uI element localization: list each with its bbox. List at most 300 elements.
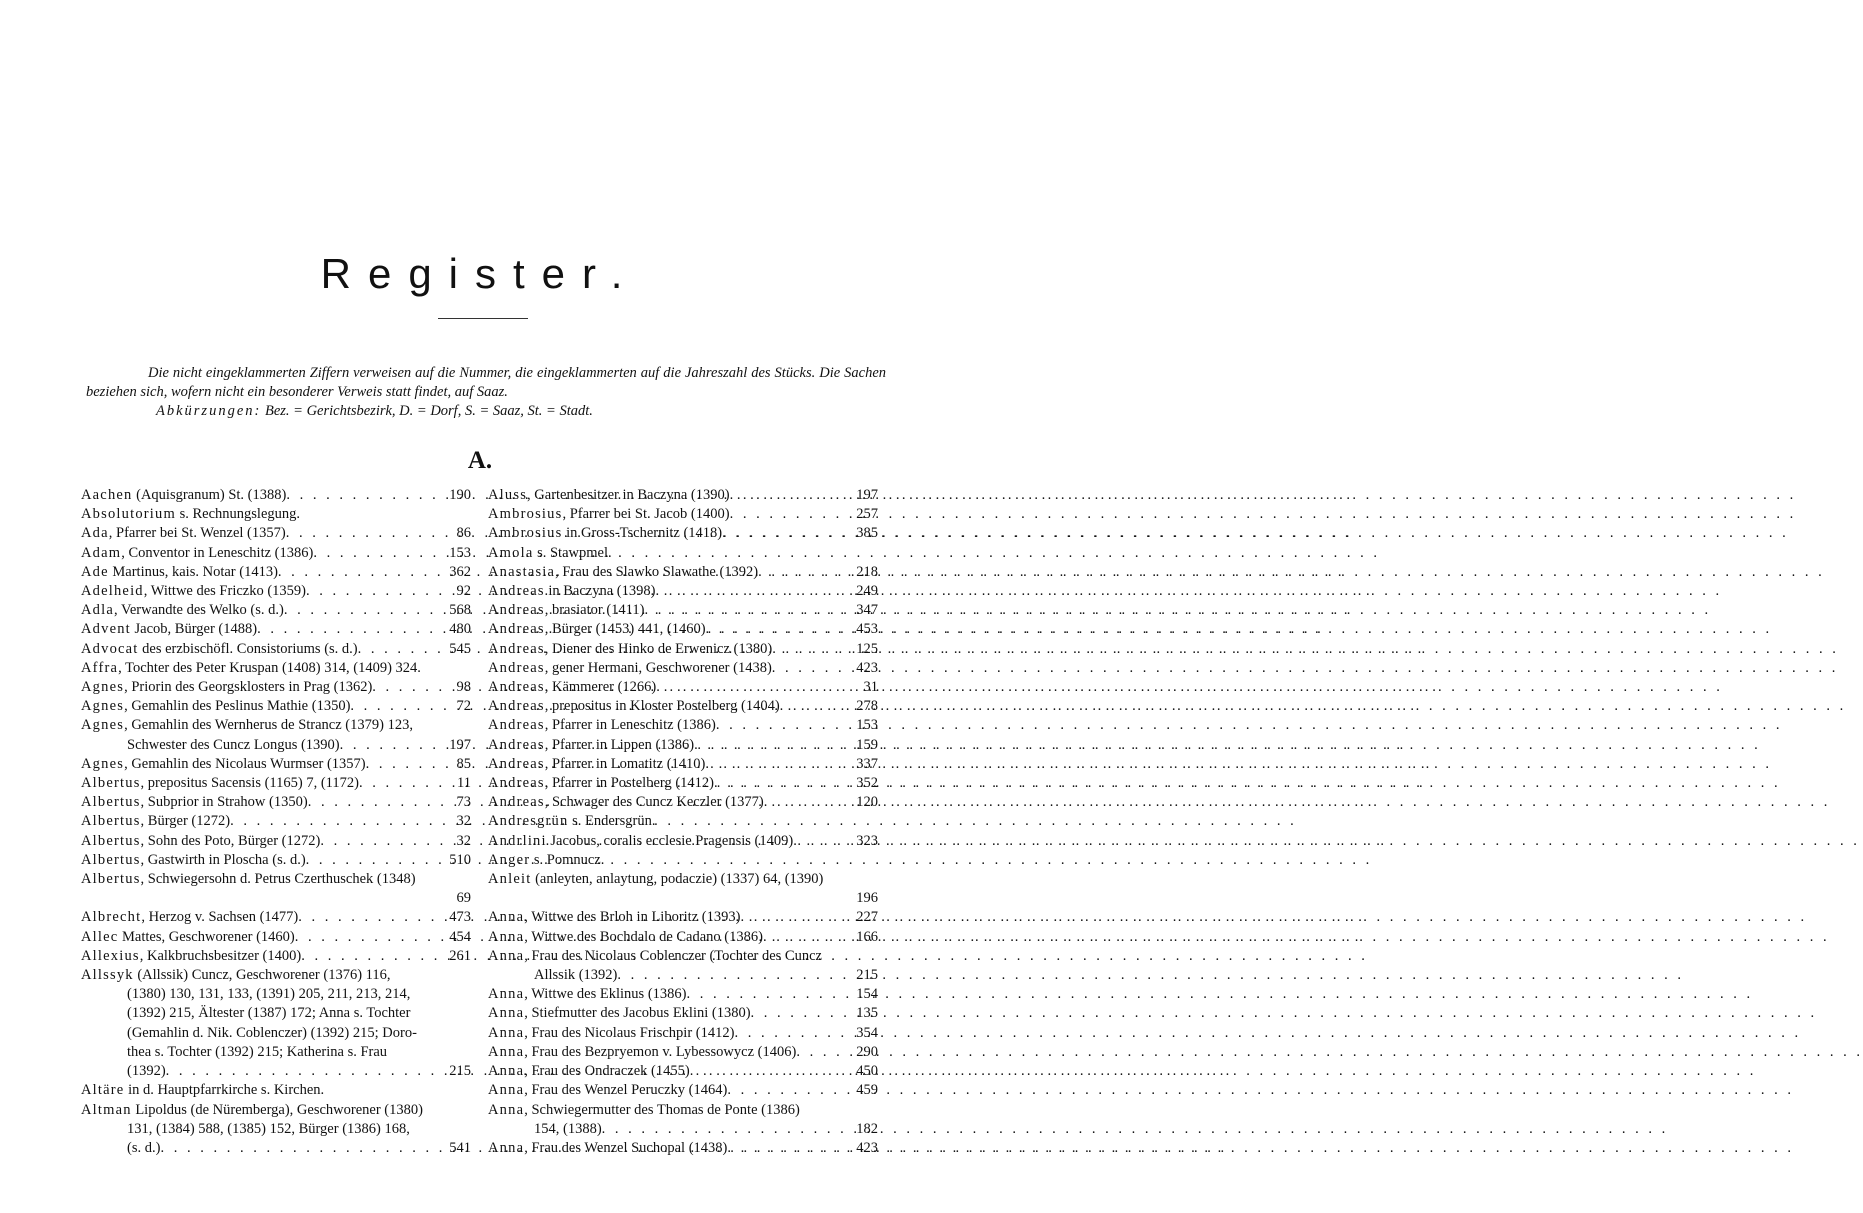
- leader-dots: [372, 678, 454, 697]
- entry-number: 92: [456, 583, 471, 600]
- entry-description: in Gross-Tschernitz (1418): [562, 525, 723, 542]
- index-entry: [488, 985, 878, 1004]
- entry-first-line: [488, 563, 878, 582]
- entry-description: , Gemahlin des Wernherus de Strancz (1379) 123,: [124, 717, 413, 734]
- entry-continuation-text: Schwester des Cuncz Longus (1390): [127, 736, 340, 753]
- entry-headword: Albertus: [81, 813, 141, 830]
- entry-text: [81, 1081, 324, 1100]
- entry-text: [488, 620, 706, 639]
- entry-description: , Sohn des Poto, Bürger (1272): [140, 832, 321, 849]
- entry-description: s. Stawpmel.: [533, 544, 612, 561]
- entry-continuation: 131, (1384) 588, (1385) 152, Bürger (1386) 168,: [127, 1120, 410, 1137]
- entry-number: 454: [449, 928, 471, 945]
- entry-text: [488, 928, 763, 947]
- entry-number: 153: [856, 717, 878, 734]
- index-entry: [81, 832, 471, 851]
- entry-description: , Wittwe des Bochdalo de Cadano (1386): [524, 928, 763, 945]
- entry-text: [488, 544, 612, 563]
- entry-headword: Andreas: [488, 602, 545, 619]
- entry-first-line: [81, 832, 471, 851]
- entry-headword: Allssyk: [81, 967, 134, 984]
- entry-number: 86: [456, 525, 471, 542]
- entry-first-line: [81, 851, 471, 870]
- entry-headword: Andreas: [488, 775, 545, 792]
- entry-first-line: [81, 544, 471, 563]
- index-entry: [81, 524, 471, 543]
- index-entry: [488, 1081, 878, 1100]
- index-entry: [81, 908, 471, 927]
- index-entry: [81, 678, 471, 697]
- index-entry: [488, 755, 878, 774]
- entry-headword: Andreas: [488, 659, 545, 676]
- entry-first-line: [488, 985, 878, 1004]
- entry-first-line: [488, 812, 878, 831]
- entry-continuation-text: 154, (1388): [534, 1120, 602, 1137]
- entry-number: 249: [856, 583, 878, 600]
- entry-headword: Albrecht: [81, 909, 142, 926]
- entry-description: , Bürger (1272): [140, 813, 231, 830]
- entry-continuation-text: (s. d.): [127, 1139, 161, 1156]
- entry-first-line: [488, 524, 878, 543]
- entry-number: 154: [856, 986, 878, 1003]
- index-entry: [81, 486, 471, 505]
- leader-dots: [740, 908, 854, 927]
- entry-headword: Anna: [488, 1101, 525, 1118]
- entry-first-line: [488, 1081, 878, 1100]
- entry-headword: Anna: [488, 1139, 525, 1156]
- entry-continuation: (Gemahlin d. Nik. Coblenczer) (1392) 215; Doro-: [127, 1024, 417, 1041]
- entry-headword: Ambrosius: [488, 506, 563, 523]
- leader-dots: [295, 928, 447, 947]
- entry-headword: Agnes: [81, 679, 125, 696]
- entry-first-line: [81, 755, 471, 774]
- entry-number: 73: [456, 794, 471, 811]
- entry-first-line: [488, 659, 878, 678]
- leader-dots: [320, 832, 454, 851]
- entry-first-line: [81, 908, 471, 927]
- entry-headword: Altman: [81, 1101, 132, 1118]
- entry-headword: Agnes: [81, 755, 125, 772]
- entry-text: [488, 582, 655, 601]
- entry-first-line: [488, 870, 878, 889]
- entry-headword: Allec: [81, 928, 119, 945]
- entry-description: Jacob, Bürger (1488): [130, 621, 258, 638]
- index-entry: [488, 774, 878, 793]
- entry-first-line: [81, 620, 471, 639]
- leader-dots: [284, 601, 447, 620]
- entry-number: 85: [456, 755, 471, 772]
- entry-text: [488, 736, 694, 755]
- entry-headword: Advocat: [81, 640, 139, 657]
- entry-headword: Aluss: [488, 487, 528, 503]
- abbreviations-label: Abkürzungen:: [156, 403, 262, 419]
- leader-dots: [772, 659, 854, 678]
- entry-text: [488, 524, 722, 543]
- entry-number: 72: [456, 698, 471, 715]
- entry-description: , Pfarrer bei St. Jacob (1400): [562, 506, 730, 523]
- entry-first-line: [81, 505, 471, 524]
- leader-dots: [166, 1062, 448, 1081]
- entry-text: [81, 716, 413, 735]
- entry-first-line: [488, 601, 878, 620]
- index-entry: [81, 697, 471, 716]
- entry-number: 453: [856, 621, 878, 638]
- entry-number: 257: [856, 506, 878, 523]
- leader-dots: [727, 1081, 854, 1100]
- entry-headword: Albertus: [81, 851, 141, 868]
- entry-text: [488, 601, 644, 620]
- entry-description: , Tochter des Peter Kruspan (1408) 314, (1409) 324.: [118, 659, 421, 676]
- entry-description: Jacobus, coralis ecclesie Pragensis (1409): [546, 832, 794, 849]
- index-entry: [81, 774, 471, 793]
- entry-number: 166: [856, 928, 878, 945]
- entry-continuation-line: [81, 1139, 471, 1158]
- index-entry: [488, 947, 878, 985]
- entry-text: [488, 1004, 751, 1023]
- index-entry: [81, 870, 471, 908]
- index-entry: [81, 851, 471, 870]
- entry-headword: Ambrosius: [488, 525, 563, 542]
- entry-headword: Agnes: [81, 717, 125, 734]
- entry-number: 450: [856, 1063, 878, 1080]
- index-entry: [488, 1101, 878, 1139]
- entry-headword: Albertus: [81, 871, 141, 888]
- entry-text: [488, 659, 772, 678]
- entry-headword: Albertus: [81, 832, 141, 849]
- intro-note: [86, 364, 886, 421]
- entry-headword: Anna: [488, 909, 525, 926]
- entry-number: 541: [449, 1139, 471, 1156]
- entry-description: (anleyten, anlaytung, podaczie) (1337) 64, (1390): [531, 871, 824, 888]
- entry-first-line: [81, 563, 471, 582]
- index-entry: [81, 1101, 471, 1159]
- entry-number: 510: [449, 851, 471, 868]
- index-entry: [488, 697, 878, 716]
- entry-text: [81, 678, 372, 697]
- entry-number: 69: [456, 890, 471, 907]
- entry-description: s. Pomnucz.: [530, 851, 605, 868]
- entry-headword: Ade: [81, 563, 109, 580]
- entry-text: [81, 966, 391, 985]
- leader-dots: [694, 736, 854, 755]
- leader-dots: [286, 524, 455, 543]
- entry-description: des erzbischöfl. Consistoriums (s. d.): [138, 640, 358, 657]
- leader-dots: [350, 697, 454, 716]
- entry-description: , brasiator (1411): [544, 602, 645, 619]
- entry-headword: Andreas: [488, 717, 545, 734]
- entry-text: [81, 1101, 423, 1120]
- entry-description: s. Rechnungslegung.: [175, 506, 301, 523]
- leader-dots: [308, 793, 455, 812]
- entry-number: 423: [856, 659, 878, 676]
- entry-text: [488, 851, 604, 870]
- index-entry: [488, 928, 878, 947]
- index-entry: [488, 793, 878, 812]
- entry-text: [488, 1062, 690, 1081]
- entry-headword: Anna: [488, 928, 525, 945]
- index-entry: [81, 620, 471, 639]
- entry-headword: Ada: [81, 525, 109, 542]
- entry-text: [81, 755, 366, 774]
- entry-description: , Pfarrer in Lippen (1386): [544, 736, 695, 753]
- entry-number: 354: [856, 1024, 878, 1041]
- entry-first-line: [81, 524, 471, 543]
- leader-dots: [278, 563, 447, 582]
- entry-text: [488, 1139, 727, 1158]
- entry-headword: Anleit: [488, 871, 532, 888]
- leader-dots: [764, 793, 855, 812]
- entry-number: 227: [856, 909, 878, 926]
- entry-number: 352: [856, 775, 878, 792]
- entry-number: 362: [449, 563, 471, 580]
- leader-dots: [160, 1139, 447, 1158]
- leader-dots: [714, 774, 854, 793]
- entry-text: [81, 659, 421, 678]
- entry-headword: Andresgrün: [488, 813, 569, 830]
- entry-description: , prepositus in Kloster Postelberg (1404): [544, 698, 780, 715]
- entry-first-line: [488, 755, 878, 774]
- entry-description: (Aquisgranum) St. (1388): [132, 487, 287, 503]
- entry-first-line: [81, 812, 471, 831]
- title-rule: [438, 318, 528, 319]
- leader-dots: [716, 716, 854, 735]
- entry-headword: Allexius: [81, 947, 140, 964]
- index-entry: [81, 505, 471, 524]
- leader-dots: [655, 582, 854, 601]
- entry-number: 190: [449, 487, 471, 503]
- leader-dots: [358, 640, 448, 659]
- entry-text: [488, 697, 780, 716]
- entry-number: 98: [456, 679, 471, 696]
- entry-number: 215: [449, 1063, 471, 1080]
- leader-dots: [763, 928, 854, 947]
- entry-headword: Adla: [81, 602, 114, 619]
- entry-number: 337: [856, 755, 878, 772]
- index-entry: [81, 659, 471, 678]
- entry-number: 459: [856, 1082, 878, 1099]
- index-entry: [488, 544, 878, 563]
- leader-dots: [340, 736, 448, 755]
- entry-description: , Wittwe des Brloh in Liboritz (1393): [524, 909, 741, 926]
- index-entry: [488, 736, 878, 755]
- entry-first-line: [488, 1062, 878, 1081]
- entry-description: , Frau des Bezpryemon v. Lybessowycz (1406): [524, 1043, 797, 1060]
- entry-first-line: [81, 928, 471, 947]
- entry-description: , Frau des Ondraczek (1455): [524, 1063, 690, 1080]
- entry-number: 32: [456, 813, 471, 830]
- entry-first-line: [488, 1101, 878, 1120]
- entry-text: [488, 1101, 800, 1120]
- entry-number: 125: [856, 640, 878, 657]
- leader-dots: [690, 1062, 855, 1081]
- entry-text: [81, 870, 416, 889]
- leader-dots: [230, 812, 454, 831]
- entry-headword: Advent: [81, 621, 131, 638]
- entry-headword: Andreas: [488, 755, 545, 772]
- entry-first-line: [81, 870, 471, 889]
- entry-headword: Andreas: [488, 736, 545, 753]
- entry-first-line: [488, 947, 878, 966]
- entry-description: , Wittwe des Eklinus (1386): [524, 986, 687, 1003]
- entry-number: 120: [856, 794, 878, 811]
- entry-description: s. Endersgrün.: [568, 813, 656, 830]
- entry-text: [81, 505, 300, 524]
- entry-number: 31: [863, 679, 878, 696]
- entry-text: [488, 563, 758, 582]
- leader-dots: [751, 1004, 855, 1023]
- entry-text: [488, 678, 656, 697]
- entry-description: , Schwager des Cuncz Keczler (1377): [544, 794, 764, 811]
- entry-first-line: [81, 486, 471, 505]
- index-entry: [488, 659, 878, 678]
- entry-description: Lipoldus (de Nüremberga), Geschworener (1380): [131, 1101, 423, 1118]
- entry-headword: Anger: [488, 851, 531, 868]
- entry-description: , Frau des Slawko Slawathe (1392): [555, 563, 759, 580]
- entry-first-line: [488, 774, 878, 793]
- entry-headword: Altäre: [81, 1082, 125, 1099]
- index-entry: [488, 524, 878, 543]
- index-entry: [488, 640, 878, 659]
- entry-number: 545: [449, 640, 471, 657]
- index-entry: [488, 582, 878, 601]
- entry-first-line: [81, 582, 471, 601]
- entry-text: [488, 908, 740, 927]
- entry-description: (Allssik) Cuncz, Geschworener (1376) 116,: [133, 967, 391, 984]
- entry-continuation-text: (1392): [127, 1063, 166, 1080]
- entry-first-line: [488, 486, 878, 505]
- entry-number: 218: [856, 563, 878, 580]
- entry-headword: Albertus: [81, 794, 141, 811]
- entry-first-line: [81, 640, 471, 659]
- entry-text: [81, 697, 350, 716]
- entry-headword: Anastasia: [488, 563, 556, 580]
- entry-description: , Herzog v. Sachsen (1477): [141, 909, 299, 926]
- entry-description: , Wittwe des Friczko (1359): [143, 583, 307, 600]
- entry-text: [488, 774, 714, 793]
- entry-description: , Kämmerer (1266): [544, 679, 657, 696]
- leader-dots: [306, 851, 448, 870]
- entry-first-line: [488, 928, 878, 947]
- index-entry: [488, 1004, 878, 1023]
- entry-headword: Absolutorium: [81, 506, 176, 523]
- page-title: Register.: [320, 250, 640, 297]
- entry-text: [81, 601, 284, 620]
- index-entry: [488, 678, 878, 697]
- entry-description: Mattes, Geschworener (1460): [118, 928, 295, 945]
- intro-line-1: Die nicht eingeklammerten Ziffern verweisen auf die Nummer, die eingeklammerten auf die Jahreszahl des Stücks.: [148, 365, 816, 381]
- entry-continuation-line: [488, 1120, 878, 1139]
- index-entry: [488, 851, 878, 870]
- entry-first-line: [81, 716, 471, 735]
- entry-continuation-text: Allssik (1392): [534, 967, 618, 984]
- entry-number: 215: [856, 967, 878, 984]
- entry-description: , Pfarrer in Lomatitz (1410): [544, 755, 706, 772]
- entry-number: 153: [449, 544, 471, 561]
- entry-text: [81, 524, 286, 543]
- entry-text: [488, 985, 686, 1004]
- entry-text: [488, 947, 822, 966]
- entry-text: [488, 870, 823, 889]
- entry-text: [81, 908, 298, 927]
- entry-first-line: [81, 966, 471, 985]
- entry-text: [81, 582, 306, 601]
- entry-description: , Frau des Nicolaus Coblenczer (Tochter des Cuncz: [524, 947, 822, 964]
- entry-headword: Andreas: [488, 698, 545, 715]
- entry-text: [81, 620, 257, 639]
- entry-text: [488, 793, 764, 812]
- entry-first-line: [488, 697, 878, 716]
- entry-first-line: [81, 793, 471, 812]
- entry-text: [81, 563, 278, 582]
- entry-description: , Pfarrer bei St. Wenzel (1357): [108, 525, 286, 542]
- entry-description: , Kalkbruchsbesitzer (1400): [139, 947, 302, 964]
- entry-number: 197: [449, 736, 471, 753]
- leader-dots: [644, 601, 854, 620]
- entry-text: [81, 774, 359, 793]
- index-entry: [81, 716, 471, 754]
- leader-dots: [313, 544, 447, 563]
- entry-headword: Adelheid: [81, 583, 144, 600]
- entry-description: , Pfarrer in Postelberg (1412): [544, 775, 714, 792]
- entry-number: 278: [856, 698, 878, 715]
- leader-dots: [793, 832, 854, 851]
- entry-text: [488, 1081, 727, 1100]
- entry-first-line: [488, 851, 878, 870]
- leader-dots: [366, 755, 455, 774]
- intro-line-2: Die Sachen beziehen sich, wofern nicht ein besonderer Verweis statt findet, auf Saaz.: [86, 365, 887, 400]
- entry-number: 197: [856, 487, 878, 503]
- entry-number: 261: [449, 947, 471, 964]
- entry-description: , Priorin des Georgsklosters in Prag (1362): [124, 679, 373, 696]
- entry-headword: Anna: [488, 947, 525, 964]
- entry-description: , Bürger (1453) 441, (1460): [544, 621, 706, 638]
- entry-headword: Anna: [488, 1024, 525, 1041]
- entry-description: , Subprior in Strahow (1350): [140, 794, 308, 811]
- entry-text: [81, 947, 301, 966]
- entry-description: , gener Hermani, Geschworener (1438): [544, 659, 772, 676]
- leader-dots: [730, 505, 855, 524]
- leader-dots: [705, 755, 854, 774]
- index-entry: [81, 812, 471, 831]
- leader-dots: [298, 908, 447, 927]
- leader-dots: [306, 582, 454, 601]
- entry-headword: Anna: [488, 1005, 525, 1022]
- entry-first-line: [488, 505, 878, 524]
- index-entry: [81, 563, 471, 582]
- entry-text: [488, 716, 716, 735]
- entry-first-line: [488, 1024, 878, 1043]
- entry-text: [488, 812, 655, 831]
- entry-headword: Anna: [488, 1043, 525, 1060]
- index-entry: [488, 601, 878, 620]
- index-entry: [488, 1139, 878, 1158]
- entry-description: , Pfarrer in Leneschitz (1386): [544, 717, 716, 734]
- entry-first-line: [81, 947, 471, 966]
- entry-number: 473: [449, 909, 471, 926]
- leader-dots: [706, 620, 855, 639]
- entry-continuation-line: [81, 1062, 471, 1081]
- entry-first-line: [81, 1101, 471, 1120]
- leader-dots: [656, 678, 861, 697]
- entry-text: [81, 851, 306, 870]
- entry-description: , Frau des Wenzel Suchopal (1438): [524, 1139, 728, 1156]
- entry-description: , Gastwirth in Ploscha (s. d.): [140, 851, 306, 868]
- entry-number: 385: [856, 525, 878, 542]
- entry-headword: Agnes: [81, 698, 125, 715]
- leader-dots: [257, 620, 447, 639]
- entry-first-line: [488, 1139, 878, 1158]
- entry-first-line: [488, 620, 878, 639]
